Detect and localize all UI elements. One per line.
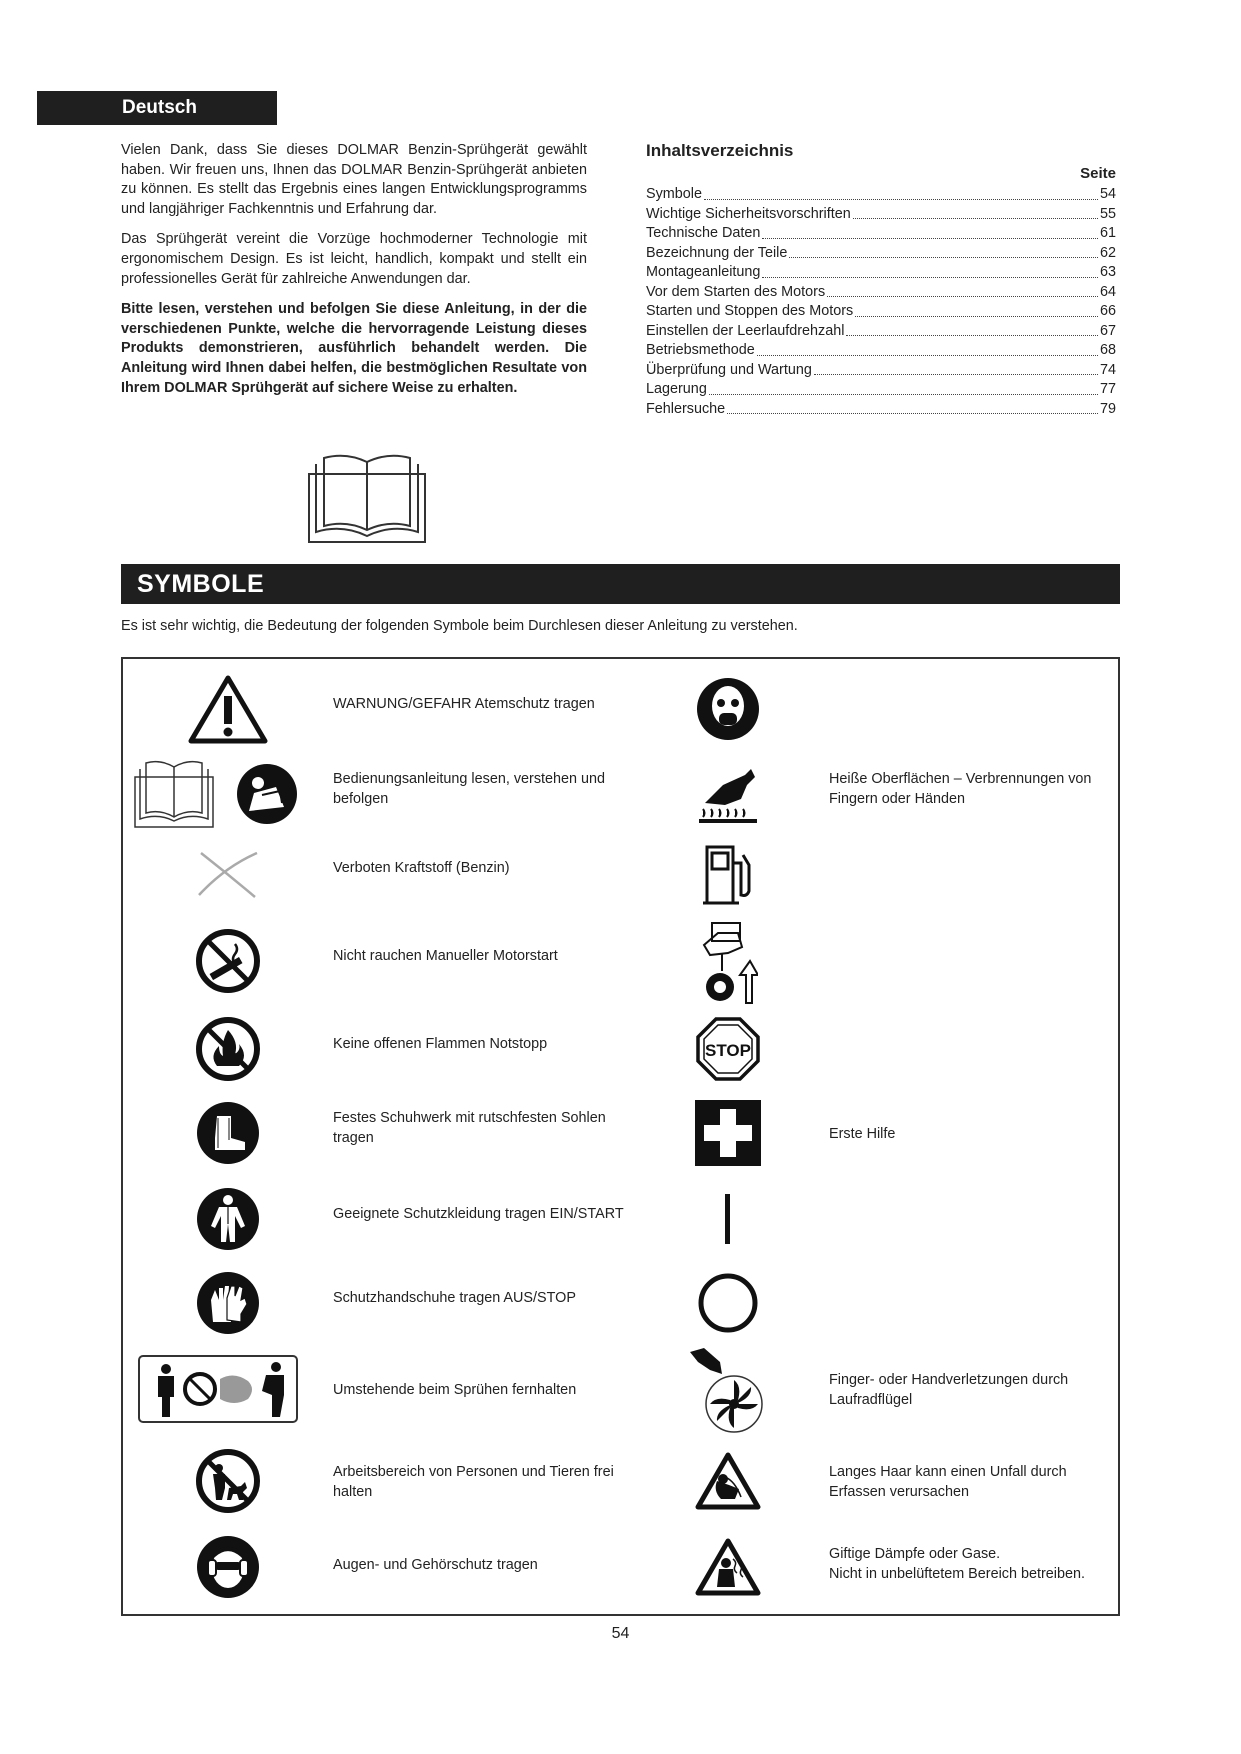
toc-entry-page: 54: [1099, 186, 1116, 202]
toc-entry[interactable]: [646, 205, 1116, 225]
symbols-table: [121, 657, 1120, 1616]
intro-paragraph-1: Vielen Dank, dass Sie dieses DOLMAR Benzin-Sprühgerät gewählt haben. Wir freuen uns, Ihnen das DOLMAR Benzin-Sprühgerät anbieten zu können. Es stellt das Ergebnis eines langen Entwicklungsprogramms und langjähriger Fachkenntnis und Erfahrung dar.: [121, 142, 587, 217]
warning-triangle-icon: [178, 669, 278, 749]
keep-area-clear-icon: [178, 1441, 278, 1521]
section-title-bar: SYMBOLE: [121, 564, 1120, 604]
toc-entry[interactable]: [646, 361, 1116, 381]
toc-entry-page: 55: [1099, 205, 1116, 222]
toc-title: Inhaltsverzeichnis: [646, 141, 794, 160]
toc-entry[interactable]: [646, 263, 1116, 283]
eye-ear-protection-icon: [178, 1527, 278, 1607]
symbol-text-fuel: Verboten Kraftstoff (Benzin): [333, 860, 510, 876]
manual-start-icon: [678, 914, 778, 1009]
toc-entry[interactable]: [646, 283, 1116, 303]
toc-entries: [646, 185, 1116, 419]
toc-entry-page: 77: [1099, 381, 1116, 397]
read-manual-icon: [131, 754, 301, 834]
symbol-text-no-flames: Keine offenen Flammen Notstopp: [333, 1036, 548, 1052]
toc-entry-page: 74: [1099, 361, 1116, 378]
hot-surface-icon: [678, 754, 778, 834]
toc-entry-page: 68: [1099, 342, 1116, 358]
toc-entry-page: 62: [1099, 244, 1116, 261]
toc-entry-page: 61: [1099, 225, 1116, 241]
toc-entry-label: Fehlersuche: [646, 400, 726, 417]
toc-entry-label: Vor dem Starten des Motors: [646, 283, 826, 300]
toxic-fumes-icon: [678, 1527, 778, 1607]
off-stop-icon: [678, 1263, 778, 1343]
long-hair-hazard-icon: [678, 1441, 778, 1521]
intro-text: [121, 141, 587, 409]
symbol-text-bystanders: Umstehende beim Sprühen fernhalten: [333, 1382, 577, 1398]
toc-entry[interactable]: [646, 322, 1116, 342]
toc-entry[interactable]: [646, 185, 1116, 205]
toc-entry-label: Symbole: [646, 186, 702, 202]
no-open-flames-icon: [178, 1009, 278, 1089]
toc-entry-label: Bezeichnung der Teile: [646, 244, 788, 261]
symbol-text-hot-surface: Heiße Oberflächen – Verbrennungen von Fingern oder Händen: [829, 771, 1092, 807]
first-aid-icon: [678, 1091, 778, 1175]
stop-sign-text: STOP: [705, 1041, 751, 1060]
toc-entry[interactable]: [646, 380, 1116, 400]
safety-boots-icon: [178, 1093, 278, 1173]
symbol-text-warning: WARNUNG/GEFAHR Atemschutz tragen: [333, 696, 595, 712]
toc-entry-page: 66: [1099, 303, 1116, 319]
toc-entry-label: Technische Daten: [646, 225, 761, 241]
symbol-text-long-hair: Langes Haar kann einen Unfall durch Erfassen verursachen: [829, 1464, 1067, 1500]
toc-page-header: Seite: [1080, 165, 1116, 182]
on-start-icon: [678, 1179, 778, 1259]
toc-entry-page: 79: [1099, 400, 1116, 417]
toc-entry-label: Montageanleitung: [646, 264, 761, 280]
toxic-fumes-line-1: Giftige Dämpfe oder Gase.: [829, 1546, 1001, 1562]
forbidden-cross-icon: [178, 834, 278, 914]
toc-entry-label: Lagerung: [646, 381, 707, 397]
symbol-text-no-smoking: Nicht rauchen Manueller Motorstart: [333, 948, 558, 964]
toc-entry[interactable]: [646, 302, 1116, 322]
toc-entry-label: Starten und Stoppen des Motors: [646, 303, 854, 319]
open-book-icon: [308, 452, 426, 544]
toc-entry[interactable]: [646, 224, 1116, 244]
toc-entry[interactable]: [646, 400, 1116, 420]
symbol-text-first-aid: Erste Hilfe: [829, 1126, 896, 1142]
toc-entry-label: Überprüfung und Wartung: [646, 361, 812, 378]
toc-entry-page: 67: [1099, 322, 1116, 339]
toc-entry-label: Betriebsmethode: [646, 342, 755, 358]
section-intro: Es ist sehr wichtig, die Bedeutung der folgenden Symbole beim Durchlesen dieser Anleitung zu verstehen.: [121, 618, 798, 634]
intro-paragraph-3: Bitte lesen, verstehen und befolgen Sie diese Anleitung, in der die verschiedenen Punkte, welche die hervorragende Leistung dieses Produkts demonstrieren, ausführlich behandelt werden. Die Anleitung wird Ihnen dabei helfen, die bestmöglichen Resultate von Ihrem DOLMAR Sprühgerät auf sichere Weise zu erhalten.: [121, 301, 587, 396]
toc-entry-label: Wichtige Sicherheitsvorschriften: [646, 205, 851, 222]
symbol-text-footwear: Festes Schuhwerk mit rutschfesten Sohlen tragen: [333, 1110, 606, 1146]
symbol-text-clothing: Geeignete Schutzkleidung tragen EIN/START: [333, 1206, 624, 1222]
language-tab: Deutsch: [37, 91, 277, 125]
toc-entry-label: Einstellen der Leerlaufdrehzahl: [646, 322, 845, 339]
toc-entry-page: 63: [1099, 264, 1116, 280]
symbol-text-read-manual: Bedienungsanleitung lesen, verstehen und befolgen: [333, 771, 606, 807]
symbol-text-toxic-fumes: [829, 1545, 1119, 1584]
protective-clothing-icon: [178, 1179, 278, 1259]
toc-entry[interactable]: [646, 244, 1116, 264]
intro-paragraph-2: Das Sprühgerät vereint die Vorzüge hochmoderner Technologie mit ergonomischem Design. Es ist leicht, handlich, kompakt und stellt ein professionelles Gerät für zahlreiche Anwendungen dar.: [121, 231, 587, 287]
no-smoking-icon: [178, 921, 278, 1001]
symbol-text-impeller: Finger- oder Handverletzungen durch Laufradflügel: [829, 1372, 1069, 1408]
page-number: 54: [611, 1625, 630, 1642]
stop-sign-icon: [678, 1009, 778, 1089]
symbol-text-work-area: Arbeitsbereich von Personen und Tieren frei halten: [333, 1464, 614, 1500]
toxic-fumes-line-2: Nicht in unbelüftetem Bereich betreiben.: [829, 1565, 1085, 1582]
symbol-text-gloves: Schutzhandschuhe tragen AUS/STOP: [333, 1290, 576, 1306]
symbol-text-eye-ear: Augen- und Gehörschutz tragen: [333, 1557, 538, 1573]
respirator-icon: [678, 669, 778, 749]
table-of-contents: [646, 141, 1116, 419]
fuel-pump-icon: [678, 834, 778, 914]
toc-entry-page: 64: [1099, 283, 1116, 300]
impeller-hazard-icon: [678, 1341, 778, 1441]
keep-bystanders-away-icon: [135, 1349, 300, 1429]
protective-gloves-icon: [178, 1263, 278, 1343]
toc-entry[interactable]: [646, 341, 1116, 361]
